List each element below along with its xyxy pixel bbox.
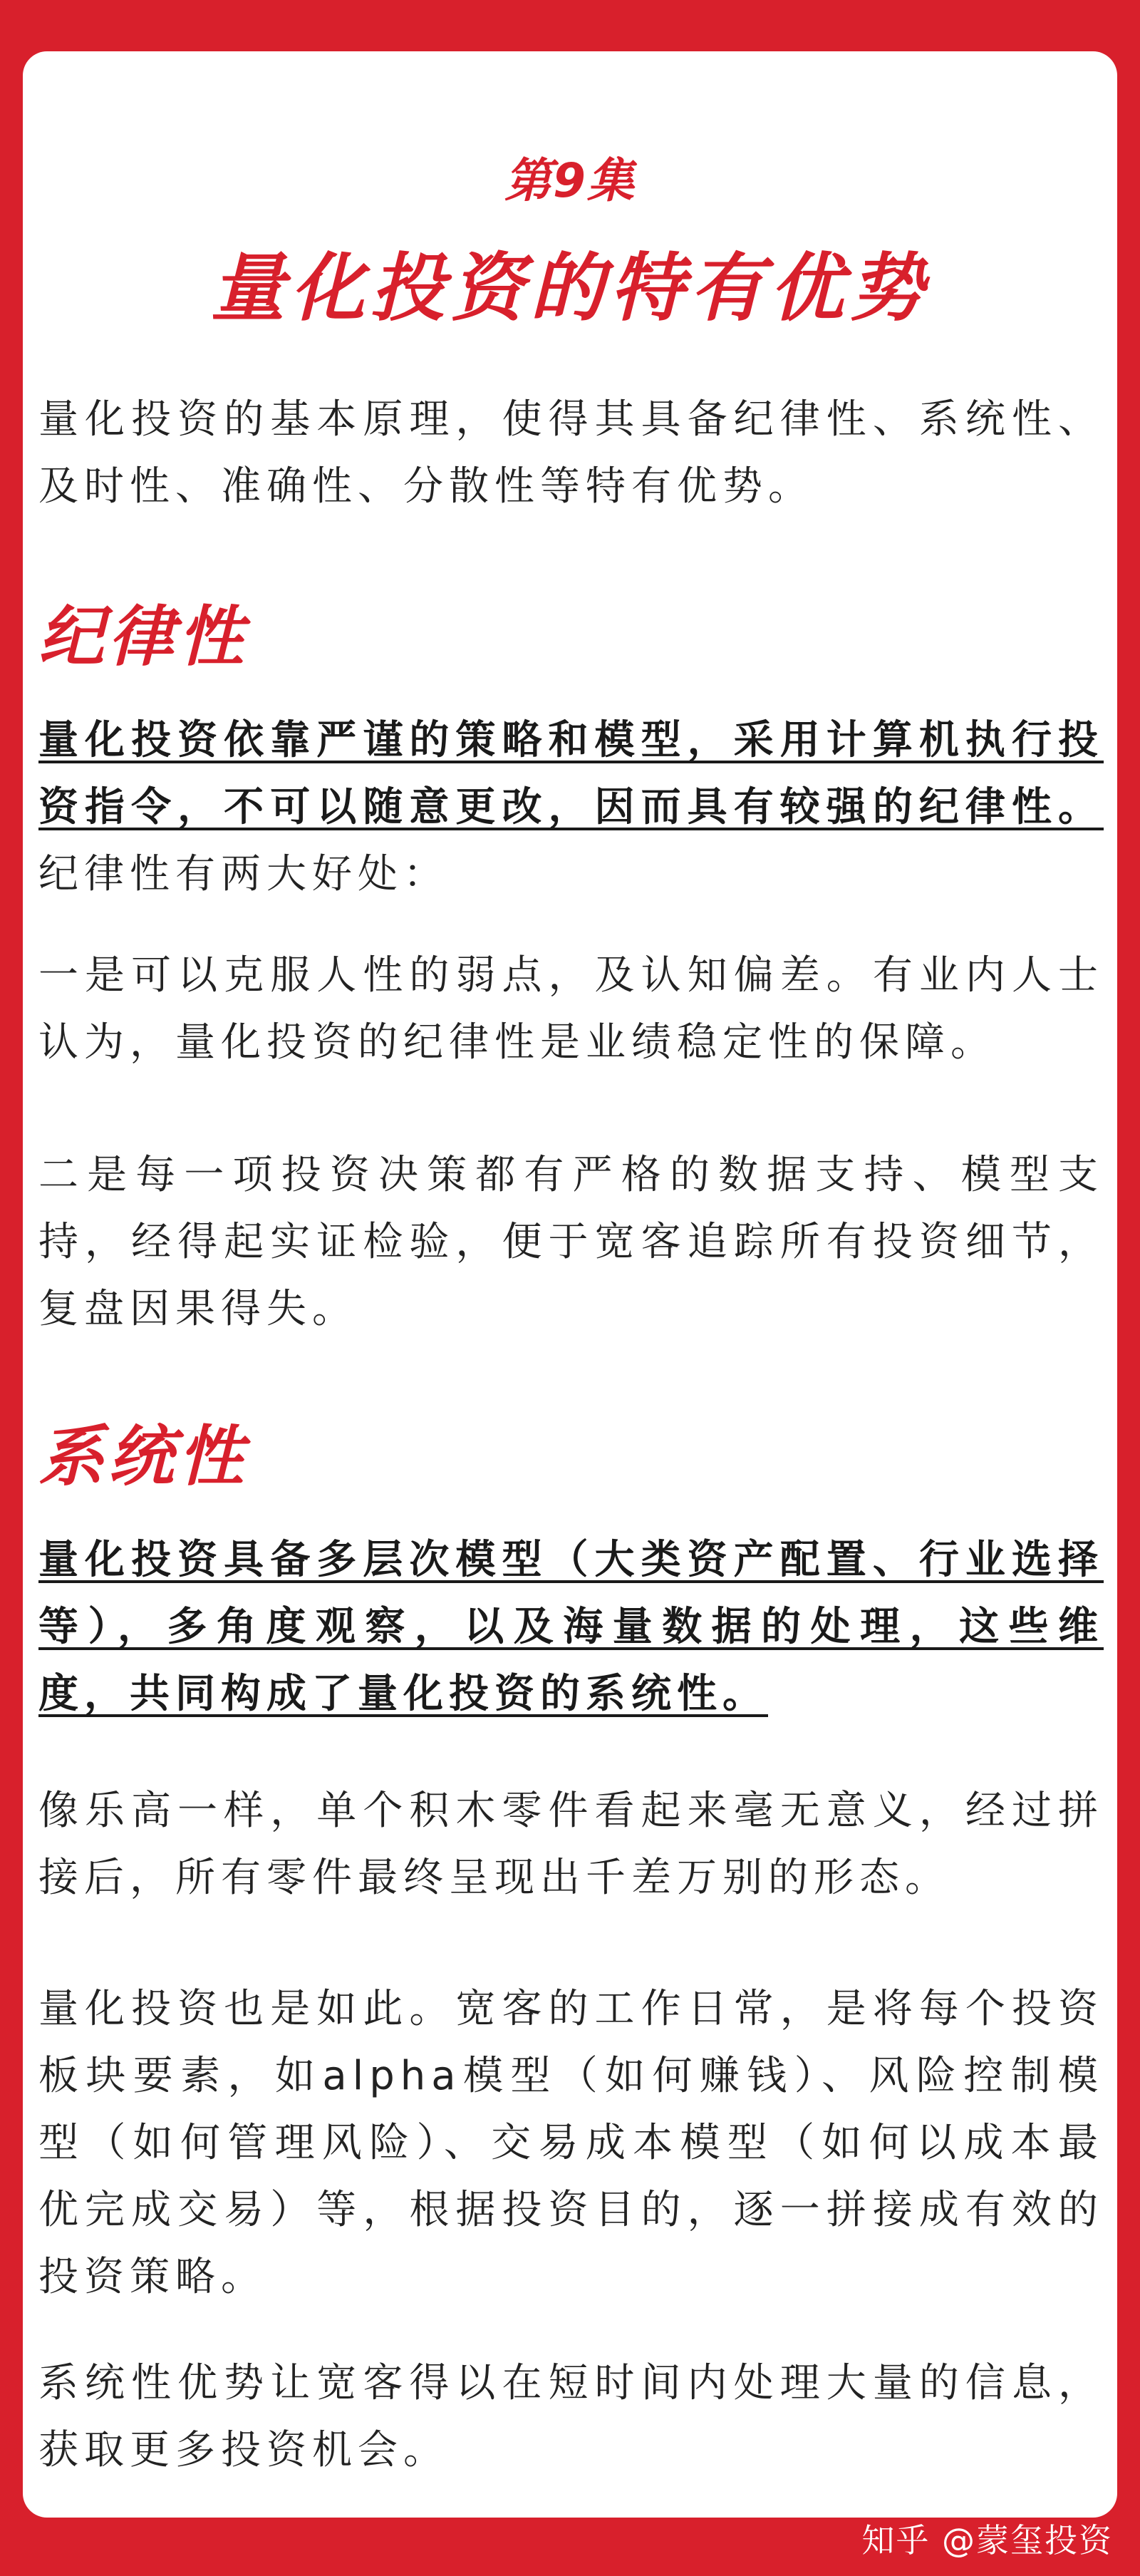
discipline-paragraph-2: 二是每一项投资决策都有严格的数据支持、模型支持，经得起实证检验，便于宽客追踪所有投资细节，复盘因果得失。: [38, 1152, 1104, 1332]
systematic-emphasis: 量化投资具备多层次模型（大类资产配置、行业选择等），多角度观察，以及海量数据的处理，这些维度，共同构成了量化投资的系统性。: [38, 1537, 1104, 1717]
section-heading-systematic: 系统性: [38, 1418, 249, 1495]
discipline-emphasis-paragraph: [38, 707, 1104, 908]
episode-label: 第9集: [504, 153, 636, 208]
discipline-lead: 纪律性有两大好处：: [38, 851, 449, 897]
watermark: 知乎 @蒙玺投资: [861, 2521, 1113, 2560]
systematic-paragraph-3: 系统性优势让宽客得以在短时间内处理大量的信息，获取更多投资机会。: [38, 2360, 1104, 2473]
discipline-emphasis: 量化投资依靠严谨的策略和模型，采用计算机执行投资指令，不可以随意更改，因而具有较强的纪律性。: [38, 717, 1104, 830]
systematic-paragraph-1: 像乐高一样，单个积木零件看起来毫无意义，经过拼接后，所有零件最终呈现出千差万别的形态。: [38, 1788, 1104, 1901]
section-heading-discipline: 纪律性: [38, 599, 249, 675]
intro-paragraph: 量化投资的基本原理，使得其具备纪律性、系统性、及时性、准确性、分散性等特有优势。: [38, 396, 1104, 510]
systematic-emphasis-paragraph: [38, 1527, 1104, 1728]
page-title: 量化投资的特有优势: [210, 244, 929, 331]
content-card: [23, 51, 1117, 2518]
systematic-paragraph-2: 量化投资也是如此。宽客的工作日常，是将每个投资板块要素，如alpha模型（如何赚钱）、风险控制模型（如何管理风险）、交易成本模型（如何以成本最优完成交易）等，根据投资目的，逐一拼接成有效的投资策略。: [38, 1986, 1104, 2300]
discipline-paragraph-1: 一是可以克服人性的弱点，及认知偏差。有业内人士认为，量化投资的纪律性是业绩稳定性的保障。: [38, 952, 1104, 1066]
